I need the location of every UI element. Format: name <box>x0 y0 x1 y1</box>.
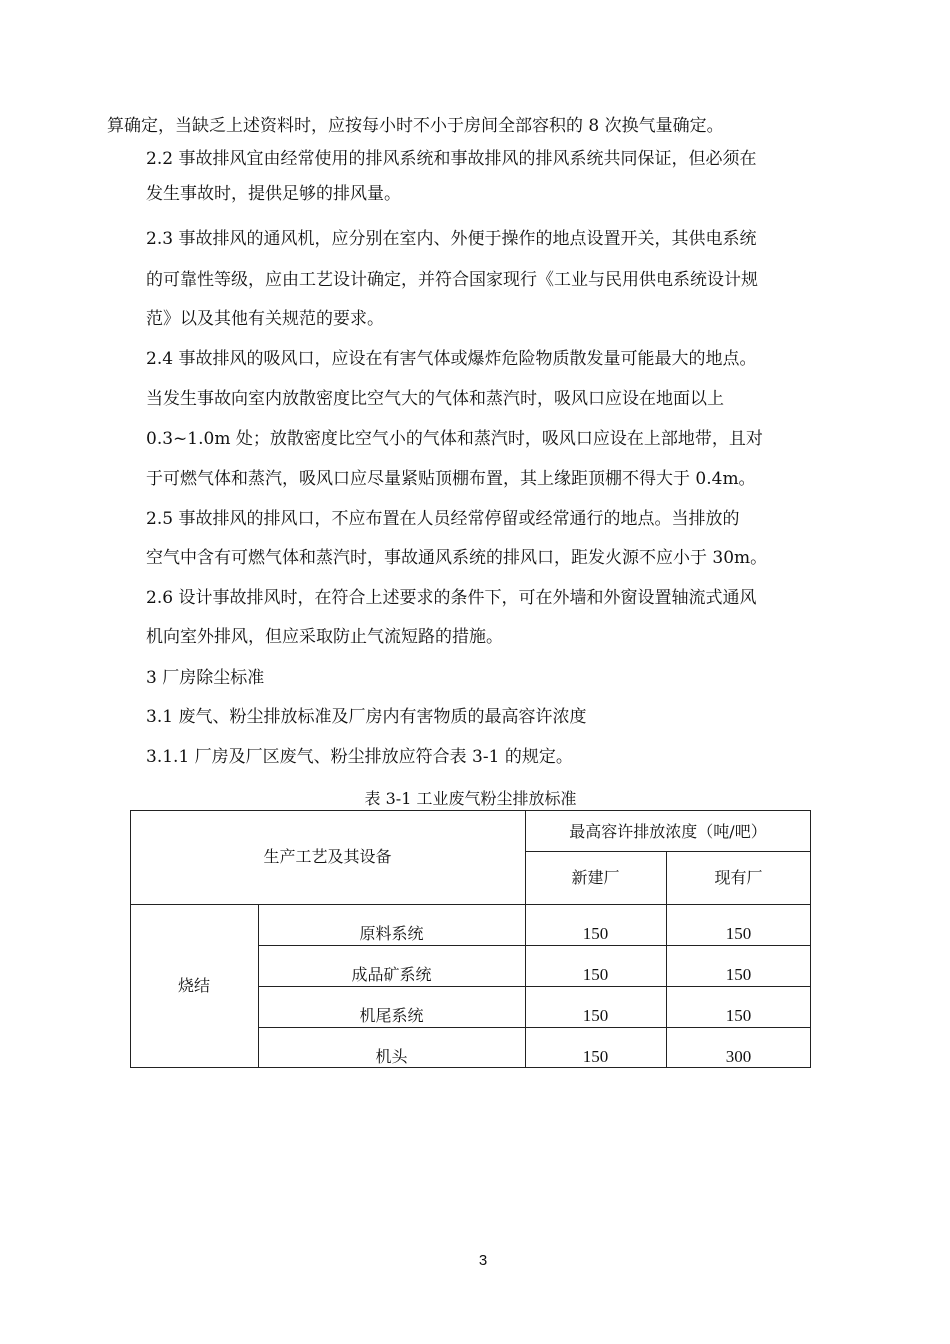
paragraph-line: 发生事故时，提供足够的排风量。 <box>146 184 401 204</box>
row-name: 原料系统 <box>359 924 424 943</box>
row-new-value: 150 <box>582 965 609 984</box>
subsection-heading: 3.1 废气、粉尘排放标准及厂房内有害物质的最高容许浓度 <box>146 707 587 727</box>
emission-table <box>130 810 811 1068</box>
group-sintering: 烧结 <box>177 975 210 995</box>
paragraph-line: 3.1.1 厂房及厂区废气、粉尘排放应符合表 3-1 的规定。 <box>146 747 573 767</box>
row-name: 成品矿系统 <box>351 965 432 984</box>
paragraph-line: 机向室外排风，但应采取防止气流短路的措施。 <box>146 627 503 647</box>
row-name: 机头 <box>375 1047 408 1066</box>
header-new-plant: 新建厂 <box>571 867 620 887</box>
row-existing-value: 150 <box>725 1006 752 1025</box>
paragraph-line: 于可燃气体和蒸汽，吸风口应尽量紧贴顶棚布置，其上缘距顶棚不得大于 0.4m。 <box>146 469 756 489</box>
header-existing-plant: 现有厂 <box>714 867 763 887</box>
paragraph-line: 空气中含有可燃气体和蒸汽时，事故通风系统的排风口，距发火源不应小于 30m。 <box>146 548 768 568</box>
table-caption: 表 3-1 工业废气粉尘排放标准 <box>364 789 577 808</box>
paragraph-line: 算确定，当缺乏上述资料时，应按每小时不小于房间全部容积的 8 次换气量确定。 <box>107 116 724 136</box>
row-existing-value: 150 <box>725 924 752 943</box>
header-limit: 最高容许排放浓度（吨/吧） <box>569 821 767 841</box>
row-new-value: 150 <box>582 1047 609 1066</box>
paragraph-line: 当发生事故向室内放散密度比空气大的气体和蒸汽时，吸风口应设在地面以上 <box>146 389 724 409</box>
paragraph-line: 的可靠性等级，应由工艺设计确定，并符合国家现行《工业与民用供电系统设计规 <box>146 270 758 290</box>
section-heading: 3 厂房除尘标准 <box>146 668 265 688</box>
paragraph-line: 2.6 设计事故排风时，在符合上述要求的条件下，可在外墙和外窗设置轴流式通风 <box>146 588 757 608</box>
paragraph-line: 0.3~1.0m 处；放散密度比空气小的气体和蒸汽时，吸风口应设在上部地带，且对 <box>146 429 763 449</box>
row-existing-value: 150 <box>725 965 752 984</box>
paragraph-line: 2.2 事故排风宜由经常使用的排风系统和事故排风的排风系统共同保证，但必须在 <box>146 149 757 169</box>
paragraph-line: 范》以及其他有关规范的要求。 <box>146 309 384 329</box>
row-new-value: 150 <box>582 924 609 943</box>
paragraph-line: 2.4 事故排风的吸风口，应设在有害气体或爆炸危险物质散发量可能最大的地点。 <box>146 349 757 369</box>
paragraph-line: 2.5 事故排风的排风口，不应布置在人员经常停留或经常通行的地点。当排放的 <box>146 509 740 529</box>
page-number: 3 <box>478 1252 488 1269</box>
row-existing-value: 300 <box>725 1047 752 1066</box>
row-new-value: 150 <box>582 1006 609 1025</box>
header-process: 生产工艺及其设备 <box>263 847 392 866</box>
paragraph-line: 2.3 事故排风的通风机，应分别在室内、外便于操作的地点设置开关，其供电系统 <box>146 229 757 249</box>
row-name: 机尾系统 <box>359 1006 424 1025</box>
